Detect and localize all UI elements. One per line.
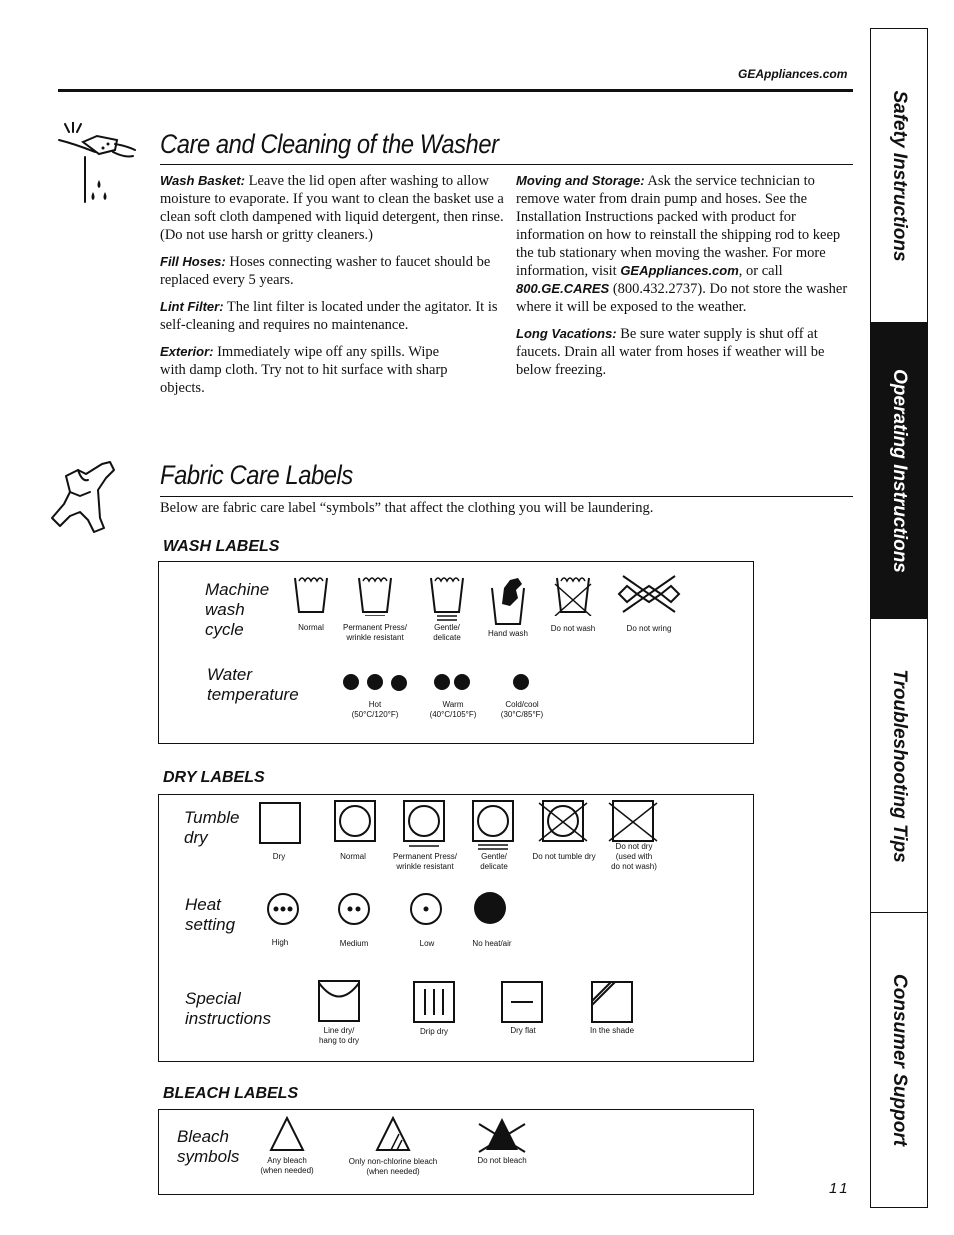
do-not-tumble-dry-icon <box>538 800 588 842</box>
permanent-press-wash-icon <box>357 572 393 616</box>
fill-hoses-label: Fill Hoses: <box>160 254 226 269</box>
fabric-title-rule <box>160 496 853 497</box>
any-bleach-icon <box>269 1116 305 1152</box>
moving-paragraph <box>516 172 854 316</box>
special-instructions-label <box>185 989 271 1029</box>
lint-filter-label: Lint Filter: <box>160 299 224 314</box>
gentle-dry-icon <box>472 800 514 852</box>
hand-wash-icon <box>490 576 526 628</box>
tab-label: Consumer Support <box>889 973 910 1147</box>
site-url: GEAppliances.com <box>738 67 848 81</box>
permanent-press-dry-icon <box>403 800 445 848</box>
page-number: 11 <box>829 1180 851 1197</box>
caption-normal-dry: Normal <box>340 852 366 861</box>
caption-line: Permanent Press/ <box>392 852 458 861</box>
machine-wash-line2: wash <box>205 600 245 619</box>
caption-dry-flat: Dry flat <box>510 1026 536 1035</box>
caption-line: delicate <box>480 862 508 871</box>
fabric-section-title: Fabric Care Labels <box>160 460 353 490</box>
moving-text-call: , or call <box>738 263 783 279</box>
do-not-wash-icon <box>553 572 593 616</box>
caption-gentle-dry <box>480 852 508 872</box>
caption-line: (when needed) <box>366 1167 420 1176</box>
bleach-labels-title: BLEACH LABELS <box>163 1085 299 1102</box>
caption-line: (used with <box>615 852 653 861</box>
caption-line: wrinkle resistant <box>396 862 454 871</box>
moving-text-end: (800.432.2737). Do not store the washer where it will be exposed to the weather. <box>516 281 848 315</box>
wash-basket-text: Leave the lid open after washing to allow moisture to evaporate. If you want to clean the basket use a clean soft cloth dampened with liquid detergent, then rinse. (Do not use harsh or gritty cleaners.) <box>160 173 504 243</box>
caption-line: Do not dry <box>615 842 653 851</box>
caption-line: Hot <box>368 700 382 709</box>
vacation-paragraph <box>516 325 854 379</box>
fill-hoses-paragraph <box>160 253 505 289</box>
moving-phone: 800.GE.CARES <box>516 281 610 296</box>
no-heat-icon <box>473 891 507 925</box>
heat-setting-line1: Heat <box>185 895 221 914</box>
care-left-column <box>160 172 505 406</box>
caption-warm <box>430 700 477 720</box>
tumble-dry-label <box>184 808 239 848</box>
exterior-label: Exterior: <box>160 344 214 359</box>
moving-text: Ask the service technician to remove water from drain pump and hoses. See the Installation Instructions packed with product for information on how to reinstall the shipping rod to keep the tub stationary when moving the washer. For more information, visit <box>516 173 841 279</box>
medium-heat-icon <box>337 892 371 926</box>
caption-do-not-bleach: Do not bleach <box>477 1156 527 1165</box>
line-dry-icon <box>318 980 360 1022</box>
special-line2: instructions <box>185 1009 271 1028</box>
caption-line: Permanent Press/ <box>342 623 408 632</box>
tab-label: Safety Instructions <box>889 89 910 262</box>
caption-cold <box>501 700 543 720</box>
caption-drip-dry: Drip dry <box>419 1027 449 1036</box>
machine-wash-label <box>205 580 269 640</box>
caption-do-not-tumble-dry: Do not tumble dry <box>532 852 596 861</box>
care-title-rule <box>160 164 853 165</box>
caption-line: (50°C/120°F) <box>351 710 399 719</box>
lint-filter-paragraph <box>160 298 505 334</box>
caption-do-not-dry <box>611 842 657 872</box>
fabric-intro: Below are fabric care label “symbols” that affect the clothing you will be laundering. <box>160 500 654 516</box>
caption-dry: Dry <box>272 852 286 861</box>
bleach-labels-box <box>158 1109 754 1195</box>
hot-water-icon <box>342 672 408 692</box>
high-heat-icon <box>266 892 300 926</box>
moving-website: GEAppliances.com <box>620 263 739 278</box>
caption-line: (40°C/105°F) <box>429 710 477 719</box>
normal-dry-icon <box>334 800 376 842</box>
tab-label: Troubleshooting Tips <box>889 668 910 863</box>
caption-gentle-wash <box>433 623 461 643</box>
section-tabs <box>870 28 928 1208</box>
bleach-line2: symbols <box>177 1147 240 1166</box>
caption-line: (when needed) <box>260 1166 314 1175</box>
vacation-text: Be sure water supply is shut off at faucets. Drain all water from hoses if weather will be below freezing. <box>516 326 825 378</box>
caption-line: wrinkle resistant <box>346 633 404 642</box>
wash-basket-paragraph <box>160 172 505 244</box>
cold-water-icon <box>511 672 531 692</box>
exterior-text: Immediately wipe off any spills. Wipe with damp cloth. Try not to hit surface with sharp objects. <box>160 344 448 396</box>
caption-any-bleach <box>260 1156 313 1176</box>
wash-basket-label: Wash Basket: <box>160 173 246 188</box>
caption-line: Gentle/ <box>434 623 460 632</box>
caption-high: High <box>271 938 289 947</box>
tab-consumer-support[interactable] <box>871 913 927 1207</box>
tab-troubleshooting-tips[interactable] <box>871 619 927 913</box>
wash-labels-title: WASH LABELS <box>163 538 280 555</box>
caption-do-not-wring: Do not wring <box>626 624 672 633</box>
do-not-dry-icon <box>608 800 658 842</box>
caption-line-dry <box>319 1026 359 1046</box>
caption-line: Only non-chlorine bleach <box>348 1157 438 1166</box>
dry-icon <box>259 802 301 844</box>
moving-label: Moving and Storage: <box>516 173 645 188</box>
drip-dry-icon <box>413 981 455 1023</box>
caption-non-chlorine-bleach <box>349 1157 438 1177</box>
caption-low: Low <box>419 939 435 948</box>
shirt-icon <box>44 456 124 536</box>
caption-line: hang to dry <box>318 1036 360 1045</box>
caption-permanent-press-dry <box>393 852 457 872</box>
tab-safety-instructions[interactable] <box>871 29 927 323</box>
do-not-wring-icon <box>617 574 681 614</box>
caption-line: Cold/cool <box>505 700 539 709</box>
special-line1: Special <box>185 989 241 1008</box>
caption-hot <box>352 700 399 720</box>
washer-cleaning-icon <box>55 122 140 207</box>
care-section-title: Care and Cleaning of the Washer <box>160 129 499 159</box>
bleach-symbols-label <box>177 1127 239 1167</box>
machine-wash-line1: Machine <box>205 580 270 599</box>
caption-line: Warm <box>442 700 464 709</box>
tab-label: Operating Instructions <box>889 368 910 573</box>
caption-do-not-wash: Do not wash <box>550 624 596 633</box>
water-temp-line1: Water <box>207 665 253 684</box>
caption-line: Any bleach <box>267 1156 307 1165</box>
caption-line: do not wash) <box>611 862 657 871</box>
low-heat-icon <box>409 892 443 926</box>
dry-flat-icon <box>501 981 543 1023</box>
lint-filter-text: The lint filter is located under the agitator. It is self-cleaning and requires no maintenance. <box>160 299 498 333</box>
tumble-dry-line2: dry <box>184 828 208 847</box>
heat-setting-label <box>185 895 235 935</box>
heat-setting-line2: setting <box>185 915 236 934</box>
caption-in-the-shade: In the shade <box>589 1026 635 1035</box>
gentle-wash-icon <box>429 572 465 624</box>
water-temp-line2: temperature <box>207 685 299 704</box>
exterior-paragraph <box>160 343 455 397</box>
normal-wash-icon <box>293 572 329 616</box>
fill-hoses-text: Hoses connecting washer to faucet should be replaced every 5 years. <box>160 254 491 288</box>
water-temperature-label <box>207 665 299 705</box>
caption-line: Gentle/ <box>481 852 507 861</box>
top-rule <box>58 89 853 92</box>
warm-water-icon <box>431 672 473 692</box>
caption-line: Line dry/ <box>323 1026 355 1035</box>
care-right-column <box>516 172 854 388</box>
tab-operating-instructions[interactable] <box>871 323 927 619</box>
do-not-bleach-icon <box>477 1116 527 1154</box>
caption-line: delicate <box>433 633 461 642</box>
caption-line: (30°C/85°F) <box>500 710 544 719</box>
caption-no-heat: No heat/air <box>472 939 512 948</box>
tumble-dry-line1: Tumble <box>184 808 240 827</box>
vacation-label: Long Vacations: <box>516 326 617 341</box>
non-chlorine-bleach-icon <box>375 1116 411 1152</box>
caption-permanent-press-wash <box>343 623 407 643</box>
dry-labels-title: DRY LABELS <box>163 769 265 786</box>
caption-hand-wash: Hand wash <box>487 629 529 638</box>
caption-normal-wash: Normal <box>298 623 324 632</box>
caption-medium: Medium <box>339 939 369 948</box>
bleach-line1: Bleach <box>177 1127 229 1146</box>
dry-in-shade-icon <box>591 981 633 1023</box>
machine-wash-line3: cycle <box>205 620 244 639</box>
